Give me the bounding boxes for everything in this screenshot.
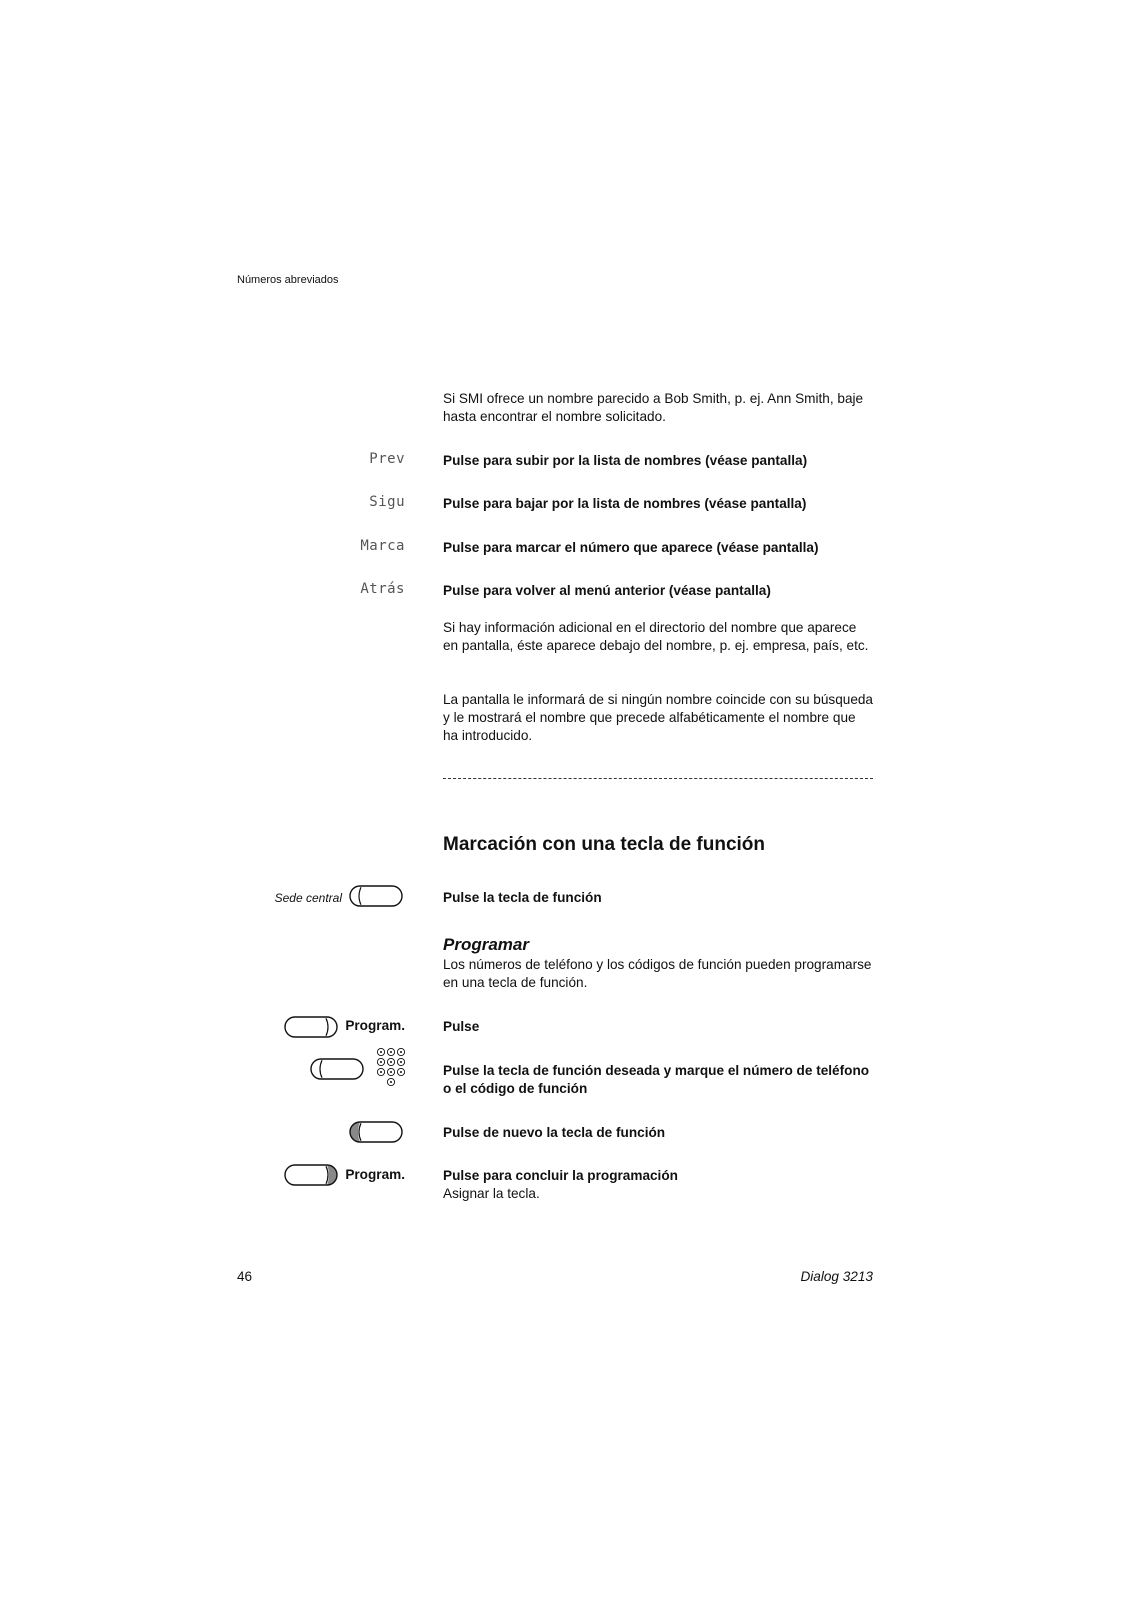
function-key-instruction: Pulse la tecla de función (443, 890, 602, 905)
softkey-back-instruction: Pulse para volver al menú anterior (véase pantalla) (443, 583, 771, 598)
program-step-4-instruction: Pulse para concluir la programación (443, 1168, 678, 1183)
program-step-1-instruction: Pulse (443, 1019, 480, 1034)
softkey-prev-instruction: Pulse para subir por la lista de nombres (véase pantalla) (443, 453, 808, 468)
softkey-dial-instruction: Pulse para marcar el número que aparece (véase pantalla) (443, 540, 819, 555)
function-key-icon (310, 1058, 364, 1080)
program-key-label: Program. (345, 1167, 405, 1182)
note-no-match: La pantalla le informará de si ningún nombre coincide con su búsqueda y le mostrará el nombre que precede alfabéticamente el nombre que ha introducido. (443, 692, 873, 743)
program-step-3-instruction: Pulse de nuevo la tecla de función (443, 1125, 666, 1140)
key-led-right-shaded-icon (284, 1164, 338, 1186)
program-description: Los números de teléfono y los códigos de función pueden programarse en una tecla de función. (443, 957, 872, 990)
softkey-dial: Marca (360, 538, 405, 554)
softkey-next: Sigu (369, 494, 405, 510)
intro-paragraph: Si SMI ofrece un nombre parecido a Bob Smith, p. ej. Ann Smith, baje hasta encontrar el nombre solicitado. (443, 391, 864, 424)
section-divider (443, 778, 873, 779)
program-step-2-instruction: Pulse la tecla de función deseada y marque el número de teléfono o el código de función (443, 1063, 870, 1096)
program-key-label: Program. (345, 1018, 405, 1033)
keypad-icon (375, 1047, 407, 1089)
note-additional-info: Si hay información adicional en el directorio del nombre que aparece en pantalla, éste aparece debajo del nombre, p. ej. empresa, país, etc. (443, 620, 869, 653)
softkey-back: Atrás (360, 581, 405, 597)
product-name: Dialog 3213 (800, 1269, 873, 1284)
function-key-led-left-shaded-icon (349, 1121, 403, 1143)
running-header: Números abreviados (237, 274, 339, 286)
function-key-icon (349, 885, 403, 907)
page-number: 46 (237, 1269, 253, 1284)
section-heading: Marcación con una tecla de función (443, 834, 766, 855)
softkey-prev: Prev (369, 451, 405, 467)
softkey-next-instruction: Pulse para bajar por la lista de nombres (véase pantalla) (443, 496, 807, 511)
program-step-4-detail: Asignar la tecla. (443, 1186, 540, 1201)
function-key-label: Sede central (274, 891, 342, 905)
key-led-right-outline-icon (284, 1016, 338, 1038)
program-subheading: Programar (443, 935, 529, 954)
